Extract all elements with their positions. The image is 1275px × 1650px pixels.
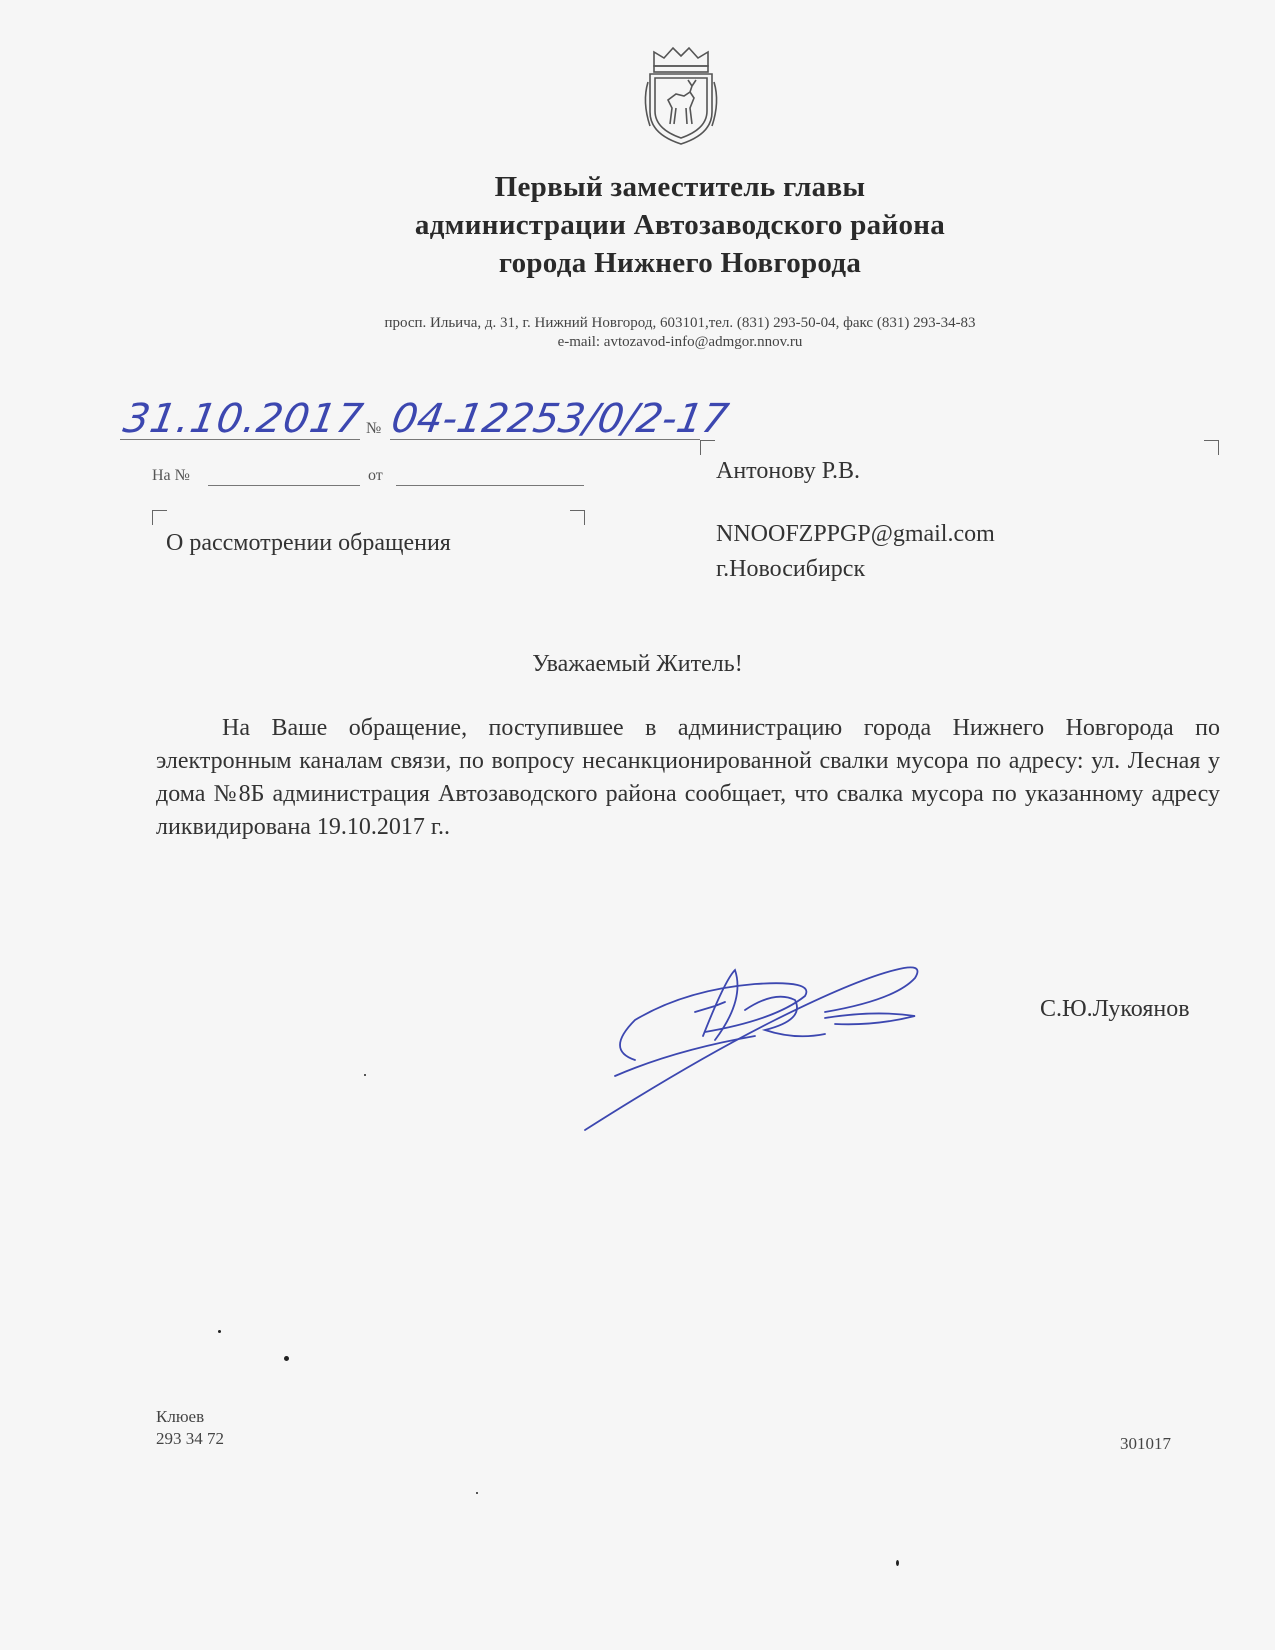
subject-corner-left <box>152 510 167 525</box>
issuer-email: e-mail: avtozavod-info@admgor.nnov.ru <box>557 334 803 350</box>
letter-body: На Ваше обращение, поступившее в администрацию города Нижнего Новгорода по электронным каналам связи, по вопросу несанкционированной свалки мусора по адресу: ул. Лесная у дома №8Б администрация Автозаводского района сообщает, что свалка мусора по указанному адресу ликвидирована 19.10.2017 г.. <box>156 715 1220 840</box>
subject-corner-right <box>570 510 585 525</box>
signer-name: С.Ю.Лукоянов <box>1040 996 1190 1022</box>
title-line-3: города Нижнего Новгорода <box>498 247 862 279</box>
executor-phone: 293 34 72 <box>156 1429 224 1448</box>
recipient-city: г.Новосибирск <box>716 556 866 582</box>
scan-speck <box>284 1356 289 1361</box>
recipient-corner-right <box>1204 440 1219 455</box>
executor-name: Клюев <box>156 1407 205 1426</box>
reference-date-underline <box>396 485 584 486</box>
recipient-email: NNOOFZPPGP@gmail.com <box>716 521 995 547</box>
scan-speck <box>218 1330 221 1333</box>
coat-of-arms-icon <box>640 42 722 148</box>
registration-date: 31.10.2017 <box>119 396 368 442</box>
document-code: 301017 <box>1120 1434 1171 1453</box>
executor-block <box>156 1406 224 1450</box>
letter-subject: О рассмотрении обращения <box>166 530 451 556</box>
scan-speck <box>896 1560 899 1566</box>
reference-from-label: от <box>368 467 383 484</box>
registration-line <box>120 398 780 448</box>
greeting: Уважаемый Житель! <box>532 651 743 677</box>
scan-speck <box>476 1492 478 1494</box>
issuer-title <box>300 168 1060 282</box>
title-line-2: администрации Автозаводского района <box>414 209 946 241</box>
issuer-contacts <box>280 314 1080 352</box>
reference-number-underline <box>208 485 360 486</box>
title-line-1: Первый заместитель главы <box>494 171 866 203</box>
registration-number: 04-12253/0/2-17 <box>387 396 732 442</box>
signature-icon <box>575 940 945 1140</box>
registration-no-label: № <box>366 420 382 437</box>
scan-speck <box>364 1074 366 1076</box>
reference-line <box>152 467 592 491</box>
issuer-address: просп. Ильича, д. 31, г. Нижний Новгород, 603101,тел. (831) 293-50-04, факс (831) 293-34-83 <box>384 315 976 331</box>
reference-on-no-label: На № <box>152 467 190 484</box>
recipient-name: Антонову Р.В. <box>716 458 861 484</box>
recipient-corner-left <box>700 440 715 455</box>
